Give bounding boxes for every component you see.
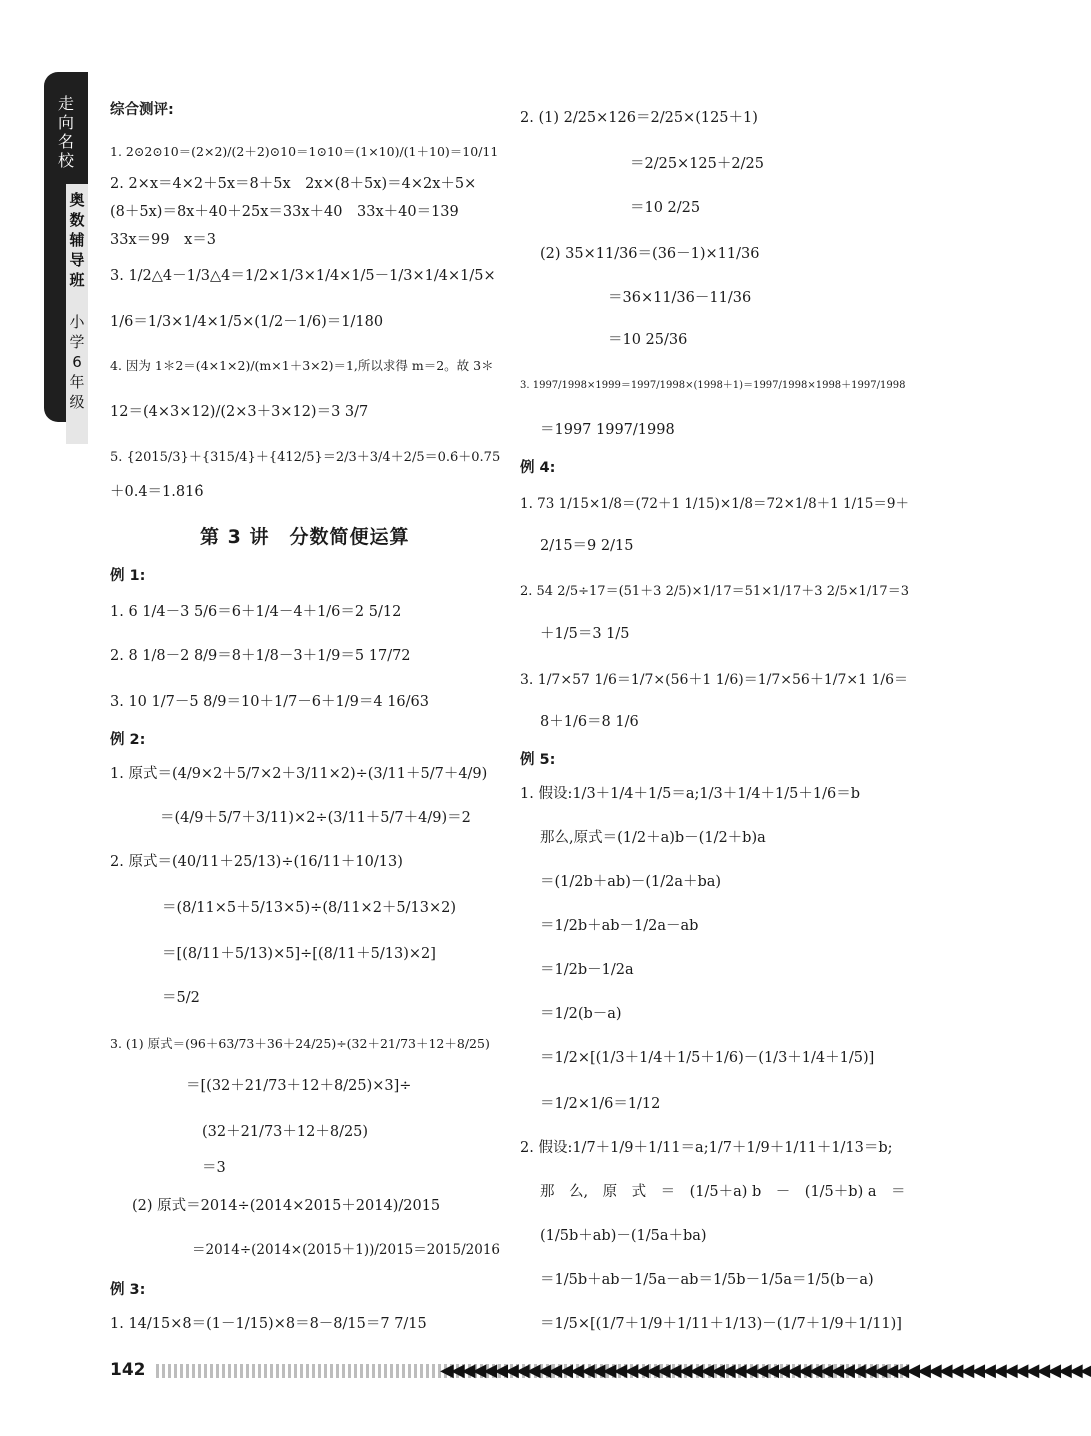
chevron-decoration-icon: ◀◀◀◀◀◀◀◀◀◀◀◀◀◀◀◀◀◀◀◀◀◀◀◀◀◀◀◀◀◀◀◀◀◀◀◀◀◀◀◀◀◀◀◀◀◀◀◀◀◀◀◀◀◀◀◀◀◀◀◀	[440, 1360, 1091, 1381]
answer-line: 3. 1997/1998×1999＝1997/1998×(1998＋1)＝1997/1998×1998＋1997/1998	[520, 380, 906, 391]
answer-line: (2) 原式＝2014÷(2014×2015＋2014)/2015	[132, 1198, 441, 1214]
lecture-title: 第 3 讲 分数简便运算	[200, 526, 410, 548]
answer-line: 33x＝99 x＝3	[110, 232, 216, 248]
answer-line: (32＋21/73＋12＋8/25)	[202, 1124, 369, 1140]
answer-line: 2. 54 2/5÷17＝(51＋3 2/5)×1/17＝51×1/17＋3 2/5×1/17＝3	[520, 584, 909, 599]
answer-line: 3. 10 1/7－5 8/9＝10＋1/7－6＋1/9＝4 16/63	[110, 694, 429, 710]
answer-line: 2. (1) 2/25×126＝2/25×(125＋1)	[520, 110, 758, 126]
answer-line: 1. 14/15×8＝(1－1/15)×8＝8－8/15＝7 7/15	[110, 1316, 427, 1332]
answer-line: ＋1/5＝3 1/5	[540, 626, 630, 642]
answer-line: ＝1997 1997/1998	[540, 422, 675, 438]
side-tab	[44, 72, 88, 422]
example-heading: 例 1:	[110, 568, 146, 584]
answer-line: ＝[(32＋21/73＋12＋8/25)×3]÷	[186, 1078, 412, 1094]
answer-line: 1. 73 1/15×1/8＝(72＋1 1/15)×1/8＝72×1/8＋1 1/15＝9＋	[520, 496, 909, 512]
answer-line: ＝2/25×125＋2/25	[630, 156, 764, 172]
answer-line: ＝[(8/11＋5/13)×5]÷[(8/11＋5/13)×2]	[162, 946, 436, 962]
answer-line: ＝1/2b＋ab－1/2a－ab	[540, 918, 699, 934]
answer-line: 那 么, 原 式 ＝ (1/5＋a) b － (1/5＋b) a ＝	[540, 1184, 906, 1200]
page-number: 142	[110, 1360, 146, 1380]
answer-line: 3. 1/2△4－1/3△4＝1/2×1/3×1/4×1/5－1/3×1/4×1/5×	[110, 268, 496, 284]
answer-line: 2. 原式＝(40/11＋25/13)÷(16/11＋10/13)	[110, 854, 403, 870]
answer-line: 1/6＝1/3×1/4×1/5×(1/2－1/6)＝1/180	[110, 314, 384, 330]
answer-line: 2. 8 1/8－2 8/9＝8＋1/8－3＋1/9＝5 17/72	[110, 648, 411, 664]
answer-line: 1. 原式＝(4/9×2＋5/7×2＋3/11×2)÷(3/11＋5/7＋4/9)	[110, 766, 488, 782]
answer-line: 8＋1/6＝8 1/6	[540, 714, 639, 730]
answer-line: ＝10 25/36	[608, 332, 688, 348]
page-footer	[110, 1360, 1091, 1384]
answer-line: ＋0.4＝1.816̇	[110, 484, 204, 500]
side-band	[66, 184, 88, 444]
answer-line: ＝1/2b－1/2a	[540, 962, 634, 978]
example-heading: 例 3:	[110, 1282, 146, 1298]
answer-line: 2. 2×x＝4×2＋5x＝8＋5x 2x×(8＋5x)＝4×2x＋5×	[110, 176, 477, 192]
answer-line: 3. 1/7×57 1/6＝1/7×(56＋1 1/6)＝1/7×56＋1/7×1 1/6＝	[520, 672, 908, 688]
answer-line: ＝(8/11×5＋5/13×5)÷(8/11×2＋5/13×2)	[162, 900, 457, 916]
answer-line: (1/5b＋ab)－(1/5a＋ba)	[540, 1228, 707, 1244]
answer-line: 1. 2⊙2⊙10＝(2×2)/(2＋2)⊙10＝1⊙10＝(1×10)/(1＋10)＝10/11	[110, 144, 499, 159]
answer-line: 5. {2015/3}＋{315/4}＋{412/5}＝2/3＋3/4＋2/5＝0.6̇＋0.75	[110, 450, 501, 465]
answer-line: (2) 35×11/36＝(36－1)×11/36	[540, 246, 760, 262]
answer-line: ＝1/5b＋ab－1/5a－ab＝1/5b－1/5a＝1/5(b－a)	[540, 1272, 874, 1288]
example-heading: 例 5:	[520, 752, 556, 768]
answer-line: 12＝(4×3×12)/(2×3＋3×12)＝3 3/7	[110, 404, 369, 420]
book-title: 奥数辅导班	[69, 191, 85, 289]
answer-line: ＝1/2×1/6＝1/12	[540, 1096, 661, 1112]
answer-line: 2/15＝9 2/15	[540, 538, 634, 554]
answer-line: ＝(4/9＋5/7＋3/11)×2÷(3/11＋5/7＋4/9)＝2	[160, 810, 471, 826]
answer-line: 1. 假设:1/3＋1/4＋1/5＝a;1/3＋1/4＋1/5＋1/6＝b	[520, 786, 860, 802]
answer-line: ＝5/2	[162, 990, 200, 1006]
answer-line: (8＋5x)＝8x＋40＋25x＝33x＋40 33x＋40＝139	[110, 204, 459, 220]
answer-line: ＝3	[202, 1160, 226, 1176]
answer-line: ＝1/2(b－a)	[540, 1006, 622, 1022]
answer-line: 那么,原式＝(1/2＋a)b－(1/2＋b)a	[540, 830, 766, 846]
section-heading: 综合测评:	[110, 102, 174, 118]
answer-line: ＝2014÷(2014×(2015＋1))/2015＝2015/2016	[192, 1242, 501, 1258]
answer-line: ＝1/5×[(1/7＋1/9＋1/11＋1/13)－(1/7＋1/9＋1/11)]	[540, 1316, 902, 1332]
answer-line: 3. (1) 原式＝(96＋63/73＋36＋24/25)÷(32＋21/73＋12＋8/25)	[110, 1036, 490, 1051]
answer-line: ＝10 2/25	[630, 200, 701, 216]
answer-line: ＝36×11/36－11/36	[608, 290, 752, 306]
answer-line: 2. 假设:1/7＋1/9＋1/11＝a;1/7＋1/9＋1/11＋1/13＝b;	[520, 1140, 893, 1156]
series-label: 走向名校	[57, 94, 74, 170]
answer-line: ＝1/2×[(1/3＋1/4＋1/5＋1/6)－(1/3＋1/4＋1/5)]	[540, 1050, 875, 1066]
answer-line: 1. 6 1/4－3 5/6＝6＋1/4－4＋1/6＝2 5/12	[110, 604, 402, 620]
example-heading: 例 2:	[110, 732, 146, 748]
grade-label: 小学6年级	[69, 313, 85, 411]
answer-line: 4. 因为 1＊2＝(4×1×2)/(m×1＋3×2)＝1,所以求得 m＝2。故 3＊	[110, 358, 494, 373]
answer-line: ＝(1/2b＋ab)－(1/2a＋ba)	[540, 874, 722, 890]
example-heading: 例 4:	[520, 460, 556, 476]
